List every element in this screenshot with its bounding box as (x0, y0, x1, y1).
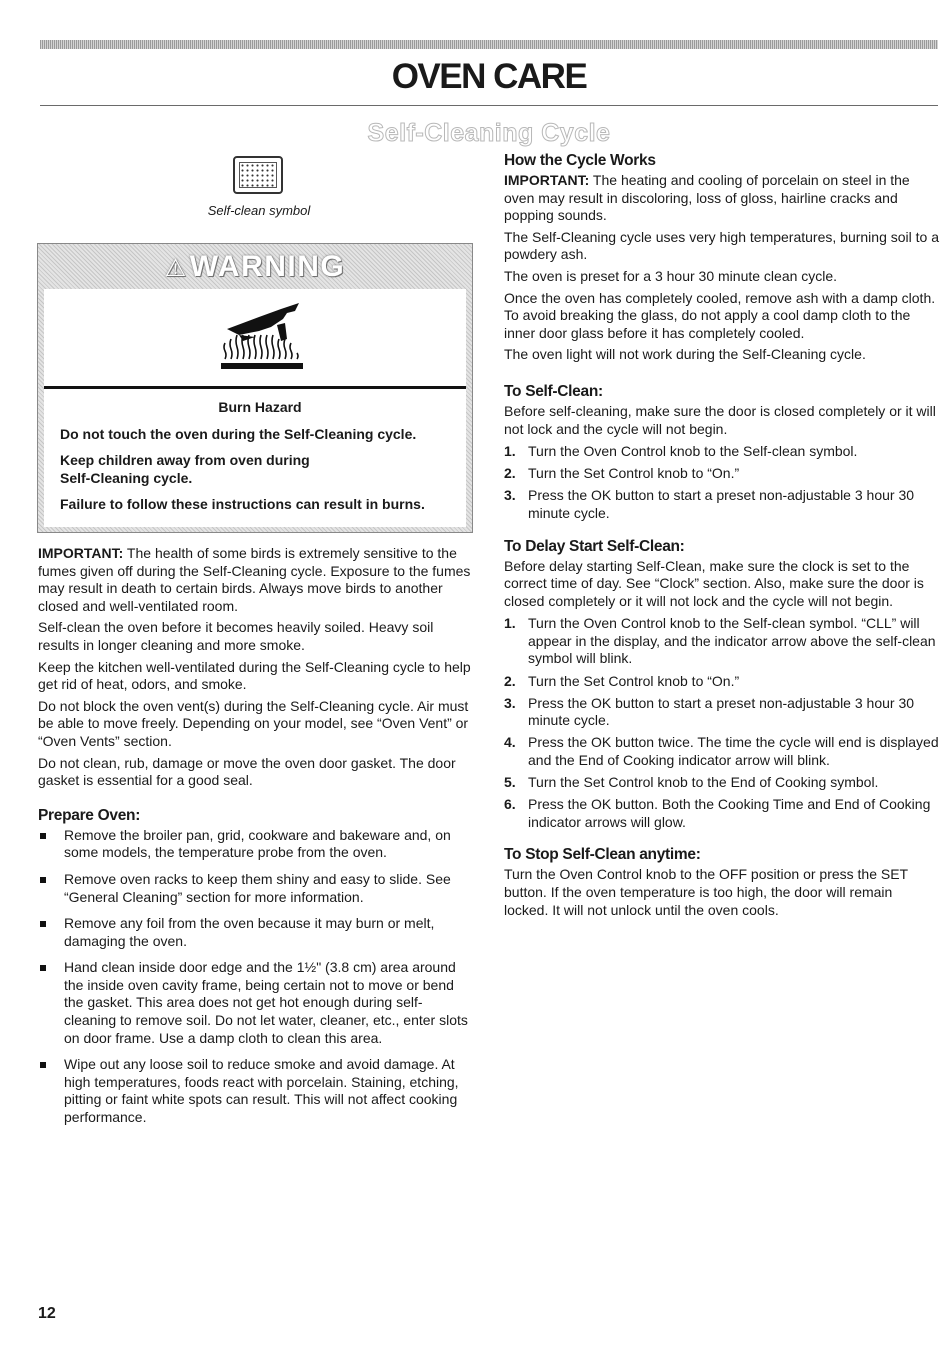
step-item (504, 615, 940, 668)
warning-divider (44, 386, 466, 389)
birds-important (38, 545, 473, 615)
warning-label-text: WARNING (189, 249, 346, 283)
page-number: 12 (38, 1305, 56, 1322)
prepare-oven-list (38, 827, 473, 1127)
step-number: 4. (504, 734, 516, 751)
self-clean-intro: Before self-cleaning, make sure the door is closed completely or it will not lock and the cycle will not begin. (504, 402, 936, 437)
paragraph: Do not clean, rub, damage or move the oven door gasket. The door gasket is essential for a good seal. (38, 754, 456, 789)
list-item: Hand clean inside door edge and the 1½" (3.8 cm) area around the inside oven cavity frame, being certain not to move or bend the gasket. This area does not get hot enough during self-cleaning to remove soil. Do not let water, cleaner, etc., enter slots on door frame. Use a damp cloth to clean this area. (38, 959, 473, 1047)
how-cycle-works-heading: How the Cycle Works (504, 152, 656, 169)
header-decorative-bar (40, 40, 938, 49)
step-number: 2. (504, 672, 516, 689)
step-number: 1. (504, 615, 516, 632)
prepare-oven-heading: Prepare Oven: (38, 806, 141, 824)
page-title: OVEN CARE (391, 57, 587, 96)
warning-body (44, 289, 466, 527)
warning-line: Keep children away from oven during Self-Cleaning cycle. (60, 452, 310, 486)
paragraph: The oven is preset for a 3 hour 30 minute clean cycle. (504, 267, 838, 284)
list-item: Remove the broiler pan, grid, cookware and bakeware and, on some models, the temperature probe from the oven. (38, 827, 473, 862)
step-text: Turn the Oven Control knob to the Self-clean symbol. (528, 443, 858, 460)
step-number: 3. (504, 487, 516, 504)
step-item (504, 695, 940, 730)
step-text: Press the OK button to start a preset non-adjustable 3 hour 30 minute cycle. (528, 487, 915, 521)
step-number: 1. (504, 443, 516, 460)
warning-header (38, 244, 472, 289)
warning-text (60, 399, 460, 514)
step-text: Turn the Set Control knob to the End of Cooking symbol. (528, 774, 879, 791)
paragraph: Once the oven has completely cooled, remove ash with a damp cloth. To avoid breaking the glass, do not apply a cool damp cloth to the inner door glass before it has completely cooled. (504, 289, 936, 341)
step-item (504, 796, 940, 831)
step-text: Turn the Set Control knob to “On.” (528, 672, 740, 689)
paragraph: The oven light will not work during the Self-Cleaning cycle. (504, 346, 866, 363)
step-item (504, 465, 940, 483)
burn-hazard-icon (219, 301, 309, 373)
self-clean-symbol-dots (239, 162, 277, 188)
paragraph: Do not block the oven vent(s) during the Self-Cleaning cycle. Air must be able to move freely. Depending on your model, see “Oven Vent” or “Oven Vents” section. (38, 697, 469, 749)
right-column (504, 151, 940, 919)
warning-box (37, 243, 473, 533)
stop-self-clean-text: Turn the Oven Control knob to the OFF position or press the SET button. If the oven temperature is too high, the door will remain locked. It will not unlock until the oven cools. (504, 866, 908, 918)
step-number: 3. (504, 694, 516, 711)
warning-triangle-icon: ⚠ (164, 254, 188, 282)
paragraph: Keep the kitchen well-ventilated during the Self-Cleaning cycle to help get rid of heat, odors, and smoke. (38, 658, 471, 693)
step-text: Press the OK button. Both the Cooking Time and End of Cooking indicator arrows will glow. (528, 796, 931, 830)
step-item (504, 443, 940, 461)
delay-start-steps (504, 615, 940, 831)
step-item (504, 673, 940, 691)
important-lead: IMPORTANT: (38, 545, 124, 561)
warning-line: Do not touch the oven during the Self-Cleaning cycle. (60, 425, 417, 442)
step-text: Press the OK button to start a preset non-adjustable 3 hour 30 minute cycle. (528, 694, 915, 729)
how-important (504, 172, 940, 225)
stop-self-clean-heading: To Stop Self-Clean anytime: (504, 846, 701, 864)
title-divider (40, 105, 938, 106)
important-text: The heating and cooling of porcelain on steel in the oven may result in discoloring, loss of gloss, hairline cracks and popping sounds. (504, 172, 910, 224)
hazard-title: Burn Hazard (218, 399, 302, 415)
step-number: 2. (504, 465, 516, 482)
important-lead: IMPORTANT: (504, 172, 590, 188)
delay-start-heading: To Delay Start Self-Clean: (504, 537, 685, 555)
warning-line: Failure to follow these instructions can result in burns. (60, 496, 425, 512)
step-text: Press the OK button twice. The time the cycle will end is displayed and the End of Cooking indicator arrow will blink. (528, 734, 939, 768)
self-clean-heading: To Self-Clean: (504, 382, 603, 400)
step-item (504, 774, 940, 792)
step-number: 5. (504, 774, 516, 791)
warning-label (165, 250, 346, 284)
self-clean-steps (504, 443, 940, 522)
step-text: Turn the Oven Control knob to the Self-clean symbol. “CLL” will appear in the display, and the indicator arrow above the self-clean symbol will blink. (528, 615, 936, 667)
important-text: The health of some birds is extremely sensitive to the fumes given off during the Self-Cleaning cycle. Exposure to the fumes may result in death to certain birds. Always move birds to another closed and well-ventilated room. (38, 545, 471, 614)
list-item: Remove any foil from the oven because it may burn or melt, damaging the oven. (38, 915, 473, 950)
step-number: 6. (504, 796, 516, 813)
paragraph: Self-clean the oven before it becomes heavily soiled. Heavy soil results in longer cleaning and more smoke. (38, 619, 434, 653)
left-column (38, 545, 473, 1136)
list-item: Wipe out any loose soil to reduce smoke and avoid damage. At high temperatures, foods react with porcelain. Staining, etching, pitting or faint white spots can result. This will not affect cooking performance. (38, 1056, 473, 1126)
delay-start-intro: Before delay starting Self-Clean, make sure the clock is set to the correct time of day. See “Clock” section. Also, make sure the door is closed completely or it will not lock and the cycle will not begin. (504, 557, 924, 609)
self-clean-symbol-icon (233, 156, 283, 194)
step-text: Turn the Set Control knob to “On.” (528, 465, 740, 482)
step-item (504, 734, 940, 769)
list-item: Remove oven racks to keep them shiny and easy to slide. See “General Cleaning” section for more information. (38, 871, 473, 906)
step-item (504, 487, 940, 522)
symbol-caption: Self-clean symbol (207, 203, 311, 218)
section-title: Self-Cleaning Cycle (367, 119, 611, 147)
paragraph: The Self-Cleaning cycle uses very high temperatures, burning soil to a powdery ash. (504, 228, 939, 263)
